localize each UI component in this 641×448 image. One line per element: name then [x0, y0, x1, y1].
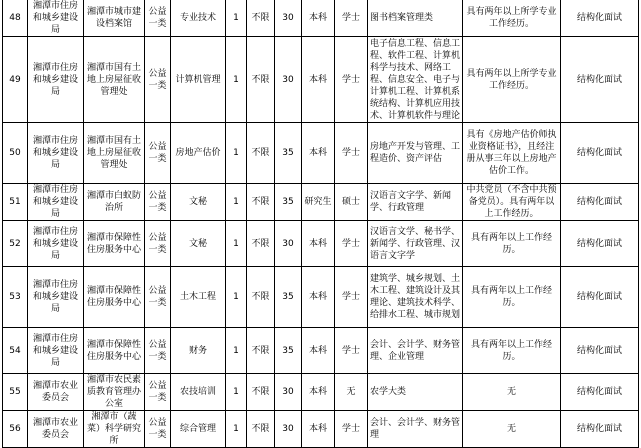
row-number: 56	[3, 411, 28, 448]
row-number: 49	[3, 37, 28, 123]
exam-method-cell: 结构化面试	[561, 184, 639, 221]
major-cell: 建筑学、城乡规划、土木工程、建筑设计及其理论、建筑技术科学、给排水工程、城市规划	[368, 267, 463, 328]
row-number: 48	[3, 0, 28, 37]
requirements-cell: 具有两年以上工作经历。	[463, 267, 561, 328]
unit-type-cell: 公益一类	[145, 411, 171, 448]
post-name-cell: 土木工程	[171, 267, 226, 328]
gender-cell: 不限	[247, 328, 275, 374]
major-cell: 图书档案管理类	[368, 0, 463, 37]
headcount-cell: 1	[226, 267, 247, 328]
department-cell: 湘潭市住房和城乡建设局	[28, 328, 84, 374]
major-cell: 汉语言文学、秘书学、新闻学、行政管理、汉语言文字学	[368, 221, 463, 267]
unit-cell: 湘潭市保障性住房服务中心	[84, 267, 145, 328]
major-cell: 电子信息工程、信息工程、软件工程、计算机科学与技术、网络工程、信息安全、电子与计算机工程、计算机系统结构、计算机应用技术、计算机软件与理论	[368, 37, 463, 123]
unit-cell: 湘潭市国有土地上房屋征收管理处	[84, 123, 145, 184]
unit-type-cell: 公益一类	[145, 374, 171, 411]
unit-cell: 湘潭市（蔬菜）科学研究所	[84, 411, 145, 448]
unit-cell: 湘潭市保障性住房服务中心	[84, 328, 145, 374]
major-cell: 房地产开发与管理、工程造价、资产评估	[368, 123, 463, 184]
education-cell: 本科	[302, 123, 335, 184]
requirements-cell: 具有两年以上工作经历。	[463, 221, 561, 267]
requirements-cell: 具有两年以上所学专业工作经历。	[463, 0, 561, 37]
age-limit-cell: 30	[275, 37, 302, 123]
unit-type-cell: 公益一类	[145, 328, 171, 374]
requirements-cell: 具有两年以上工作经历。	[463, 328, 561, 374]
table-row	[3, 411, 639, 448]
department-cell: 湘潭市农业委员会	[28, 411, 84, 448]
headcount-cell: 1	[226, 328, 247, 374]
age-limit-cell: 30	[275, 374, 302, 411]
gender-cell: 不限	[247, 374, 275, 411]
post-name-cell: 文秘	[171, 184, 226, 221]
exam-method-cell: 结构化面试	[561, 0, 639, 37]
unit-type-cell: 公益一类	[145, 37, 171, 123]
unit-type-cell: 公益一类	[145, 221, 171, 267]
gender-cell: 不限	[247, 221, 275, 267]
exam-method-cell: 结构化面试	[561, 374, 639, 411]
table-body	[3, 0, 639, 448]
degree-cell: 学士	[335, 411, 368, 448]
unit-type-cell: 公益一类	[145, 123, 171, 184]
row-number: 53	[3, 267, 28, 328]
headcount-cell: 1	[226, 374, 247, 411]
exam-method-cell: 结构化面试	[561, 328, 639, 374]
headcount-cell: 1	[226, 123, 247, 184]
department-cell: 湘潭市农业委员会	[28, 374, 84, 411]
unit-cell: 湘潭市保障性住房服务中心	[84, 221, 145, 267]
degree-cell: 无	[335, 374, 368, 411]
department-cell: 湘潭市住房和城乡建设局	[28, 267, 84, 328]
education-cell: 本科	[302, 328, 335, 374]
department-cell: 湘潭市住房和城乡建设局	[28, 221, 84, 267]
education-cell: 本科	[302, 374, 335, 411]
degree-cell: 学士	[335, 123, 368, 184]
gender-cell: 不限	[247, 411, 275, 448]
age-limit-cell: 35	[275, 123, 302, 184]
exam-method-cell: 结构化面试	[561, 267, 639, 328]
recruitment-table	[2, 0, 639, 448]
requirements-cell: 中共党员（不含中共预备党员）。具有两年以上工作经历。	[463, 184, 561, 221]
degree-cell: 学士	[335, 221, 368, 267]
degree-cell: 学士	[335, 267, 368, 328]
education-cell: 本科	[302, 411, 335, 448]
table-row	[3, 267, 639, 328]
requirements-cell: 无	[463, 374, 561, 411]
table-row	[3, 0, 639, 37]
major-cell: 会计、会计学、财务管理、企业管理	[368, 328, 463, 374]
exam-method-cell: 结构化面试	[561, 37, 639, 123]
requirements-cell: 具有《房地产估价师执业资格证书》，且经注册从事三年以上房地产估价工作。	[463, 123, 561, 184]
post-name-cell: 专业技术	[171, 0, 226, 37]
unit-cell: 湘潭市农民素质教育管理办公室	[84, 374, 145, 411]
row-number: 54	[3, 328, 28, 374]
age-limit-cell: 35	[275, 267, 302, 328]
age-limit-cell: 30	[275, 411, 302, 448]
department-cell: 湘潭市住房和城乡建设局	[28, 184, 84, 221]
major-cell: 会计、会计学、财务管理	[368, 411, 463, 448]
headcount-cell: 1	[226, 411, 247, 448]
degree-cell: 学士	[335, 0, 368, 37]
exam-method-cell: 结构化面试	[561, 221, 639, 267]
unit-cell: 湘潭市国有土地上房屋征收管理处	[84, 37, 145, 123]
row-number: 55	[3, 374, 28, 411]
education-cell: 本科	[302, 37, 335, 123]
unit-type-cell: 公益一类	[145, 267, 171, 328]
post-name-cell: 房地产估价	[171, 123, 226, 184]
gender-cell: 不限	[247, 184, 275, 221]
table-row	[3, 123, 639, 184]
post-name-cell: 文秘	[171, 221, 226, 267]
table-row	[3, 184, 639, 221]
table-row	[3, 328, 639, 374]
department-cell: 湘潭市住房和城乡建设局	[28, 123, 84, 184]
row-number: 52	[3, 221, 28, 267]
post-name-cell: 计算机管理	[171, 37, 226, 123]
education-cell: 研究生	[302, 184, 335, 221]
row-number: 51	[3, 184, 28, 221]
headcount-cell: 1	[226, 37, 247, 123]
age-limit-cell: 35	[275, 184, 302, 221]
gender-cell: 不限	[247, 267, 275, 328]
age-limit-cell: 30	[275, 0, 302, 37]
table-row	[3, 221, 639, 267]
education-cell: 本科	[302, 0, 335, 37]
exam-method-cell: 结构化面试	[561, 411, 639, 448]
row-number: 50	[3, 123, 28, 184]
headcount-cell: 1	[226, 0, 247, 37]
gender-cell: 不限	[247, 123, 275, 184]
table-row	[3, 37, 639, 123]
unit-cell: 湘潭市白蚁防治所	[84, 184, 145, 221]
major-cell: 汉语言文字学、新闻学、行政管理	[368, 184, 463, 221]
gender-cell: 不限	[247, 37, 275, 123]
table-row	[3, 374, 639, 411]
degree-cell: 学士	[335, 37, 368, 123]
age-limit-cell: 35	[275, 328, 302, 374]
major-cell: 农学大类	[368, 374, 463, 411]
post-name-cell: 综合管理	[171, 411, 226, 448]
headcount-cell: 1	[226, 221, 247, 267]
degree-cell: 硕士	[335, 184, 368, 221]
requirements-cell: 无	[463, 411, 561, 448]
education-cell: 本科	[302, 267, 335, 328]
gender-cell: 不限	[247, 0, 275, 37]
post-name-cell: 财务	[171, 328, 226, 374]
unit-cell: 湘潭市城市建设档案馆	[84, 0, 145, 37]
education-cell: 本科	[302, 221, 335, 267]
degree-cell: 学士	[335, 328, 368, 374]
age-limit-cell: 30	[275, 221, 302, 267]
requirements-cell: 具有两年以上所学专业工作经历。	[463, 37, 561, 123]
unit-type-cell: 公益一类	[145, 184, 171, 221]
department-cell: 湘潭市住房和城乡建设局	[28, 37, 84, 123]
headcount-cell: 1	[226, 184, 247, 221]
post-name-cell: 农技培训	[171, 374, 226, 411]
department-cell: 湘潭市住房和城乡建设局	[28, 0, 84, 37]
exam-method-cell: 结构化面试	[561, 123, 639, 184]
unit-type-cell: 公益一类	[145, 0, 171, 37]
